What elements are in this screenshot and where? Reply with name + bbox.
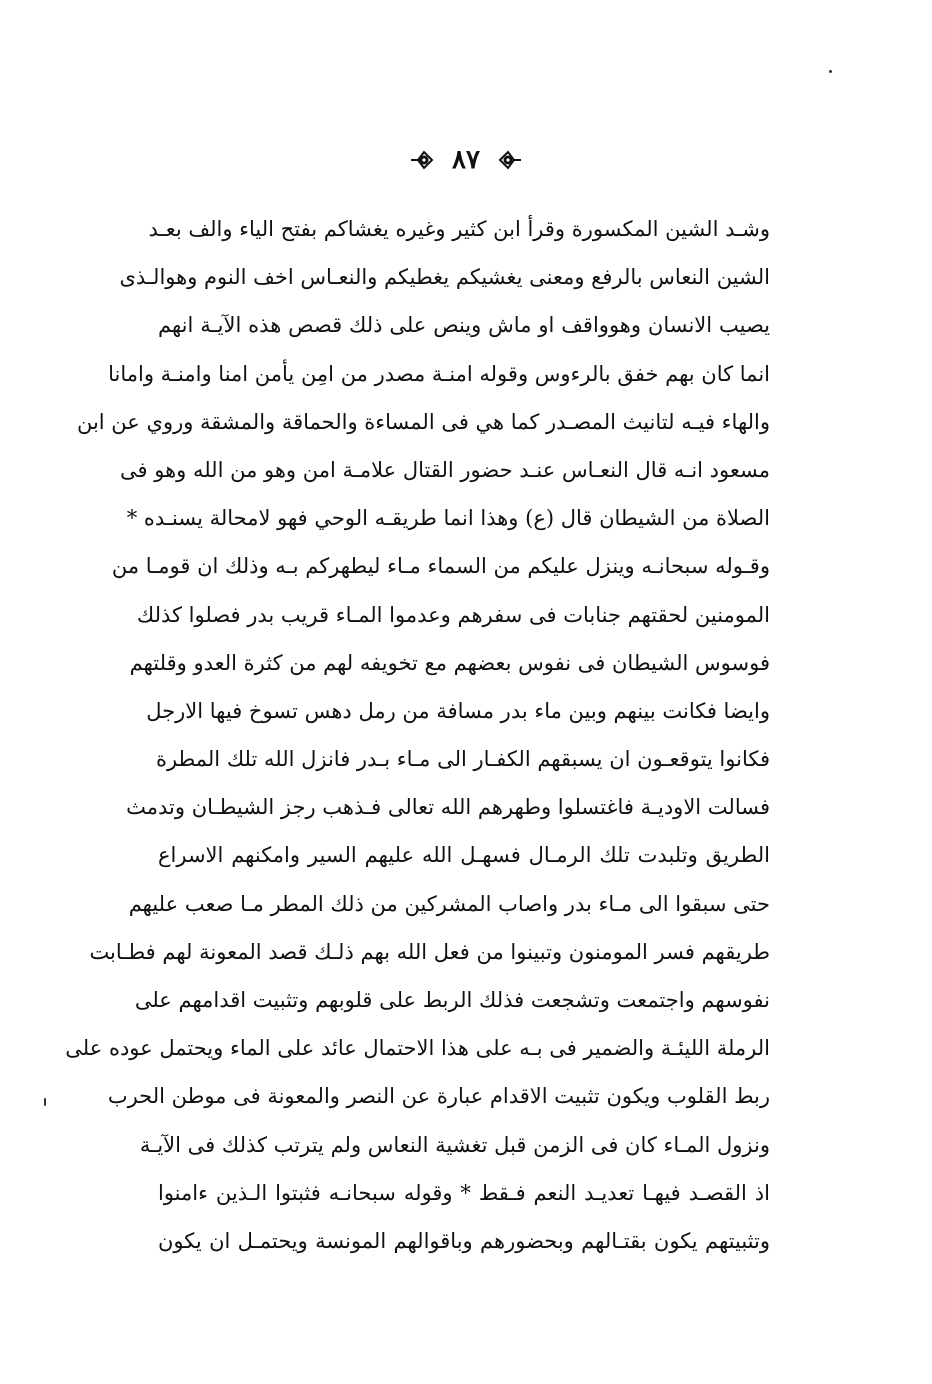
text-line: فوسوس الشيطان فى نفوس بعضهم مع تخويفه لهم من كثرة العدو وقلتهم (129, 650, 770, 675)
text-line: وقـوله سبحانـه وينزل عليكم من السماء مـاء ليطهركم بـه وذلك ان قومـا من (111, 554, 770, 579)
text-line: وتثبيتهم يكون بقتـالهم وبحضورهم وباقوالهم المونسة ويحتمـل ان يكون (158, 1228, 770, 1253)
text-line: ربط القلوب ويكون تثبيت الاقدام عبارة عن النصر والمعونة فى موطن الحرب (107, 1084, 770, 1109)
text-line: والهاء فيـه لتانيث المصـدر كما هي فى المساءة والحماقة والمشقة وروي عن ابن (76, 409, 770, 434)
text-line: الصلاة من الشيطان قال (ع) وهذا انما طريقـه الوحي فهو لامحالة يسنـده * (126, 506, 770, 531)
text-line: فسالت الاوديـة فاغتسلوا وطهرهم الله تعالى فـذهب رجز الشيطـان وتدمث (126, 795, 770, 820)
left-ornament-icon (498, 147, 524, 173)
text-line: انما كان بهم خفق بالرءوس وقوله امنـة مصدر من امِن يأمن امنا وامنـة وامانا (108, 361, 770, 386)
text-line: ونزول المـاء كان فى الزمن قبل تغشية النعاس ولم يترتب كذلك فى الآيـة (139, 1132, 770, 1157)
text-line: اذ القصـد فيهـا تعديـد النعم فـقط * وقوله سبحانـه فثبتوا الـذين ءامنوا (158, 1180, 770, 1205)
text-line: الشين النعاس بالرفع ومعنى يغشيكم يغطيكم والنعـاس اخف النوم وهوالـذى (119, 265, 770, 290)
body-text (65, 205, 770, 1265)
text-line: نفوسهم واجتمعت وتشجعت فذلك الربط على قلوبهم وتثبيت اقدامهم على (134, 988, 770, 1012)
text-line: الطريق وتلبدت تلك الرمـال فسهـل الله عليهم السير وامكنهم الاسراع (158, 843, 770, 868)
page-header (0, 140, 932, 180)
page-number: ٨٧ (452, 145, 480, 175)
ink-speck (829, 70, 832, 73)
right-ornament-icon (408, 147, 434, 173)
text-line: حتى سبقوا الى مـاء بدر واصاب المشركين من ذلك المطر مـا صعب عليهم (128, 891, 770, 916)
text-line: طريقهم فسر المومنون وتبينوا من فعل الله بهم ذلـك قصد المعونة لهم فطـابت (89, 939, 770, 964)
text-line: الرملة الليئـة والضمير فى بـه على هذا الاحتمال عائد على الماء ويحتمل عوده على (65, 1036, 770, 1061)
text-line: المومنين لحقتهم جنابات فى سفرهم وعدموا المـاء قريب بدر فصلوا كذلك (136, 602, 770, 627)
text-line: مسعود انـه قال النعـاس عنـد حضور القتال علامـة امن وهو من الله وهو فى (120, 457, 770, 482)
text-line: يصيب الانسان وهوواقف او ماش وينص على ذلك قصص هذه الآيـة انهم (158, 313, 770, 338)
text-line: وايضا فكانت بينهم وبين ماء بدر مسافة من رمل دهس تسوخ فيها الارجل (146, 698, 770, 723)
ink-speck (44, 1098, 46, 1106)
text-line: فكانوا يتوقعـون ان يسبقهم الكفـار الى مـاء بـدر فانزل الله تلك المطرة (155, 747, 770, 772)
text-line: وشـد الشين المكسورة وقرأ ابن كثير وغيره يغشاكم بفتح الياء والف بعـد (148, 217, 770, 241)
